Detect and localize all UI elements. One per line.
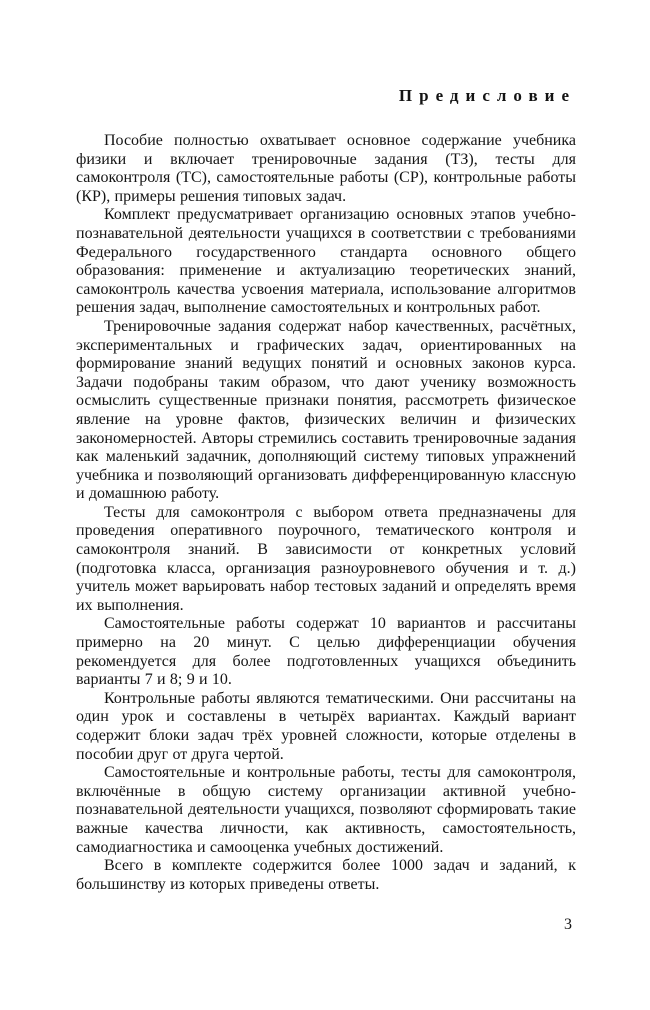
page-content <box>76 86 576 894</box>
paragraph: Самостоятельные работы содержат 10 вариантов и рассчитаны примерно на 20 минут. С целью дифференциации обучения рекомендуется для более подготовленных учащихся объединить варианты 7 и 8; 9 и 10. <box>76 615 576 689</box>
paragraph: Самостоятельные и контрольные работы, тесты для самоконтроля, включённые в общую систему организации активной учебно-познавательной деятельности учащихся, позволяют сформировать такие важные качества личности, как активность, самостоятельность, самодиагностика и самооценка учебных достижений. <box>76 764 576 856</box>
paragraph: Пособие полностью охватывает основное содержание учебника физики и включает тренировочные задания (ТЗ), тесты для самоконтроля (ТС), самостоятельные работы (СР), контрольные работы (КР), примеры решения типовых задач. <box>76 132 576 205</box>
paragraph: Тренировочные задания содержат набор качественных, расчётных, экспериментальных и графических задач, ориентированных на формирование знаний ведущих понятий и основных законов курса. Задачи подобраны таким образом, что дают ученику возможность осмыслить существенные признаки понятия, рассмотреть физическое явление на уровне фактов, физических величин и физических закономерностей. Авторы стремились составить тренировочные задания как маленький задачник, дополняющий систему типовых упражнений учебника и позволяющий организовать дифференцированную классную и домашнюю работу. <box>76 317 576 503</box>
paragraph: Контрольные работы являются тематическими. Они рассчитаны на один урок и составлены в четырёх вариантах. Каждый вариант содержит блоки задач трёх уровней сложности, которые отделены в пособии друг от друга чертой. <box>76 689 576 763</box>
paragraph: Тесты для самоконтроля с выбором ответа предназначены для проведения оперативного поурочного, тематического контроля и самоконтроля знаний. В зависимости от конкретных условий (подготовка класса, организация разноуровневого обучения и т. д.) учитель может варьировать набор тестовых заданий и определять время их выполнения. <box>76 503 576 614</box>
paragraph: Всего в комплекте содержится более 1000 задач и заданий, к большинству из которых приведены ответы. <box>76 857 576 893</box>
page-title: Предисловие <box>398 86 576 105</box>
preface-text <box>76 132 576 894</box>
paragraph: Комплект предусматривает организацию основных этапов учебно-познавательной деятельности учащихся в соответствии с требованиями Федерального государственного стандарта основного общего образования: применение и актуализацию теоретических знаний, самоконтроль качества усвоения материала, использование алгоритмов решения задач, выполнение самостоятельных и контрольных работ. <box>76 206 576 317</box>
page-number: 3 <box>564 916 572 933</box>
